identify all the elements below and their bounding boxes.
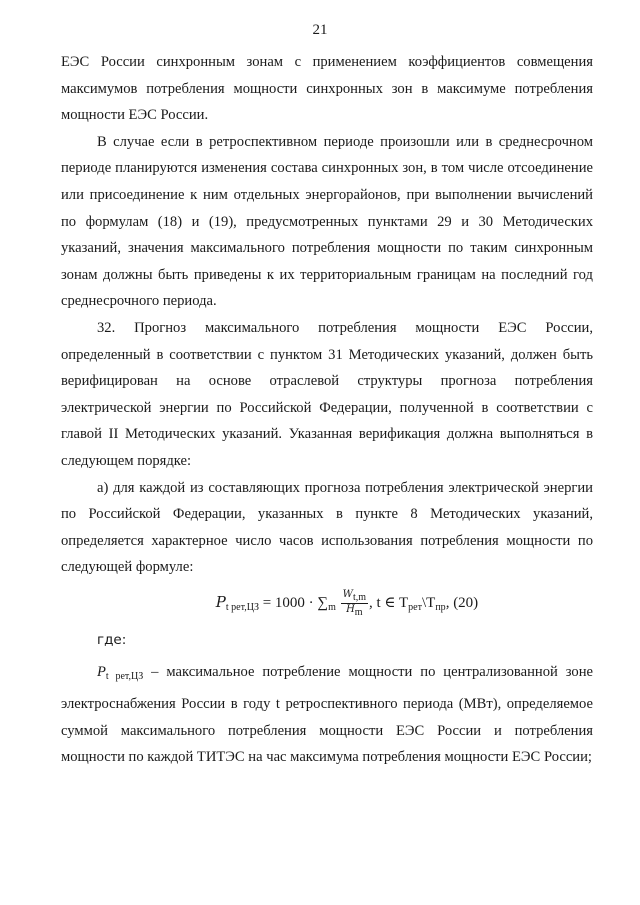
formula-lhs-sub: t рет,ЦЗ (225, 601, 259, 613)
definition-symbol-sub: t рет,ЦЗ (105, 671, 144, 683)
formula-sum-sub: m (328, 601, 336, 613)
formula-fraction (341, 589, 368, 618)
formula-equals: = 1000 · ∑ (262, 594, 329, 611)
paragraph-continuation-line: ЕЭС России синхронным зонам с применением коэффициентов совмещения (61, 54, 593, 70)
paragraph-definition (61, 659, 593, 770)
document-body (61, 49, 593, 771)
formula-cond-sub1: рет (408, 601, 422, 613)
formula-condition: , t ∈ T (369, 594, 409, 611)
formula-number: , (20) (445, 594, 479, 611)
formula-num-sub: t,m (352, 591, 366, 603)
paragraph-synchronous-zones: В случае если в ретроспективном периоде произошли или в среднесрочном периоде планируются изменения состава синхронных зон, в том числе отсоединение или присоединение к ним отдельных энергорайонов, при выполнении вычислений по формулам (18) и (19), предусмотренных пунктами 29 и 30 Методических указаний, значения максимального потребления мощности по таким синхронным зонам должны быть приведены к их территориальным границам на последний год среднесрочного периода. (61, 133, 593, 310)
page-number: 21 (312, 22, 328, 38)
definition-text: – максимальное потребление мощности по централизованной зоне электроснабжения России в году t ретроспективного периода (МВт), определяемое суммой максимального потребления мощности ЕЭС России и потребления мощности по каждой ТИТЭС на час максимума потребления мощности ЕЭС России; (61, 664, 593, 766)
paragraph-continuation: максимумов потребления мощности синхронных зон в максимуме потребления мощности ЕЭС России. (61, 80, 593, 124)
formula-cond-sub2: пр (435, 601, 446, 613)
paragraph-32: 32. Прогноз максимального потребления мощности ЕЭС России, определенный в соответствии с пунктом 31 Методических указаний, должен быть верифицирован на основе отраслевой структуры прогноза потребления электрической энергии по Российской Федерации, полученной в соответствии с главой II Методических указаний. Указанная верификация должна выполняться в следующем порядке: (61, 319, 593, 469)
formula-den-sub: m (354, 606, 363, 618)
formula-set-minus: \T (421, 594, 436, 611)
formula-20 (61, 587, 593, 623)
formula-num: W (342, 588, 353, 600)
definition-symbol: P (97, 664, 106, 681)
paragraph-a: а) для каждой из составляющих прогноза потребления электрической энергии по Российской Федерации, указанных в пункте 8 Методических указаний, определяется характерное число часов использования потребления мощности по следующей формуле: (61, 479, 593, 576)
formula-lhs-symbol: P (215, 592, 226, 611)
formula-den: H (346, 603, 355, 615)
where-label: где: (97, 631, 127, 648)
